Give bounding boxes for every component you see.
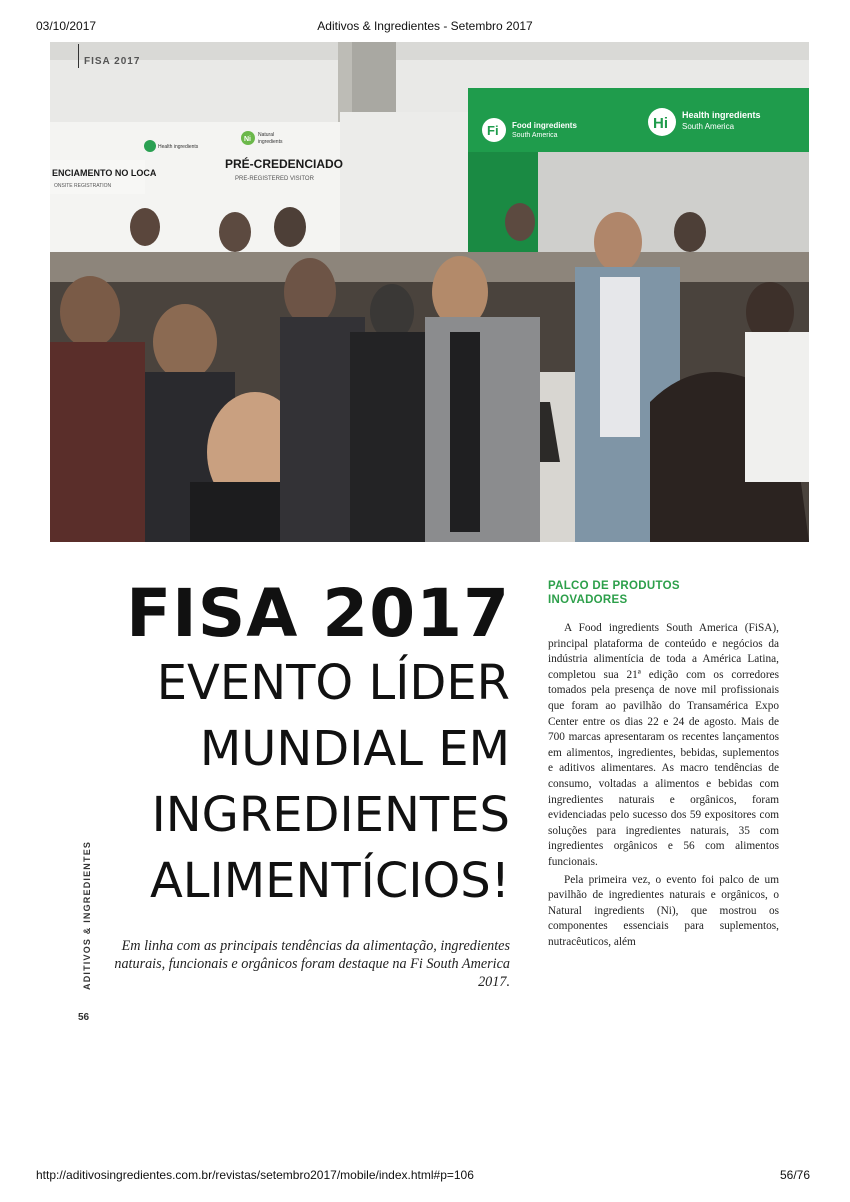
page-number: 56 bbox=[78, 1012, 90, 1023]
column-paragraph-1: A Food ingredients South America (FiSA), principal plataforma de conteúdo e negócios da indústria alimentícia de toda a América Latina, completou sua 21ª edição com os corredores tomados pela presença de nove mil profissionais que foram ao pavilhão do Transamérica Expo Center entre os dias 22 e 24 de agosto. Mais de 700 marcas apresentaram os recentes lançamentos em alimentos, ingredientes, bebidas, suplementos e aditivos alimentares. As macro tendências de consumo, voltadas a alimentos e bebidas com ingredientes naturais e orgânicos, foram evidenciadas pelo sucesso dos 59 expositores com soluções para ingredientes naturais, 35 com ingredientes orgânicos e 56 com alimentos funcionais. bbox=[548, 622, 779, 868]
booth-logo-fi: Fi bbox=[487, 123, 499, 138]
headline-line-4: ALIMENTÍCIOS! bbox=[149, 853, 510, 909]
banner-preregistered-text: PRÉ-CREDENCIADO bbox=[225, 157, 344, 171]
svg-text:Food ingredients: Food ingredients bbox=[512, 121, 577, 130]
svg-text:Health ingredients: Health ingredients bbox=[682, 110, 761, 120]
column-subtitle bbox=[548, 579, 779, 607]
banner-onsite-text: ENCIAMENTO NO LOCA bbox=[52, 168, 157, 178]
booth-logo-hi: Hi bbox=[653, 115, 668, 132]
print-footer bbox=[0, 1165, 850, 1189]
banner-onsite-sub: ONSITE REGISTRATION bbox=[54, 183, 112, 189]
print-url: http://aditivosingredientes.com.br/revistas/setembro2017/mobile/index.html#p=106 bbox=[36, 1168, 474, 1182]
headline-line-3: INGREDIENTES bbox=[151, 787, 510, 843]
article-column bbox=[548, 579, 779, 950]
svg-text:South America: South America bbox=[512, 132, 558, 139]
column-subtitle-line-1: PALCO DE PRODUTOS bbox=[548, 580, 680, 592]
print-date: 03/10/2017 bbox=[36, 19, 97, 33]
column-paragraph-2: Pela primeira vez, o evento foi palco de um pavilhão de ingredientes naturais e orgânicos, o Natural ingredients (Ni), que mostrou os componentes essenciais para suplementos, nutracêuticos, além bbox=[548, 873, 779, 948]
print-page-count: 56/76 bbox=[779, 1168, 810, 1182]
headline-title: FISA 2017 bbox=[126, 575, 510, 652]
svg-text:Natural: Natural bbox=[258, 132, 275, 138]
banner-onsite-registration bbox=[50, 160, 157, 194]
magazine-vertical-label: ADITIVOS & INGREDIENTES bbox=[82, 840, 92, 990]
section-rule bbox=[78, 44, 79, 68]
column-subtitle-line-2: INOVADORES bbox=[548, 594, 628, 606]
column-body bbox=[548, 621, 779, 950]
svg-text:Ni: Ni bbox=[244, 136, 251, 143]
headline-line-2: MUNDIAL EM bbox=[199, 721, 510, 777]
print-header bbox=[0, 0, 850, 36]
print-page-title: Aditivos & Ingredientes - Setembro 2017 bbox=[317, 19, 533, 33]
event-photo bbox=[50, 42, 809, 542]
section-label: FISA 2017 bbox=[84, 56, 141, 67]
svg-text:Health ingredients: Health ingredients bbox=[158, 144, 199, 150]
article-headline bbox=[100, 575, 510, 914]
svg-text:ingredients: ingredients bbox=[258, 139, 283, 145]
svg-text:South America: South America bbox=[682, 122, 735, 131]
banner-preregistered-sub: PRE-REGISTERED VISITOR bbox=[235, 176, 314, 182]
headline-line-1: EVENTO LÍDER bbox=[156, 655, 510, 711]
article-lead: Em linha com as principais tendências da alimentação, ingredientes naturais, funcionais e orgânicos foram destaque na Fi South America 2017. bbox=[114, 938, 510, 990]
